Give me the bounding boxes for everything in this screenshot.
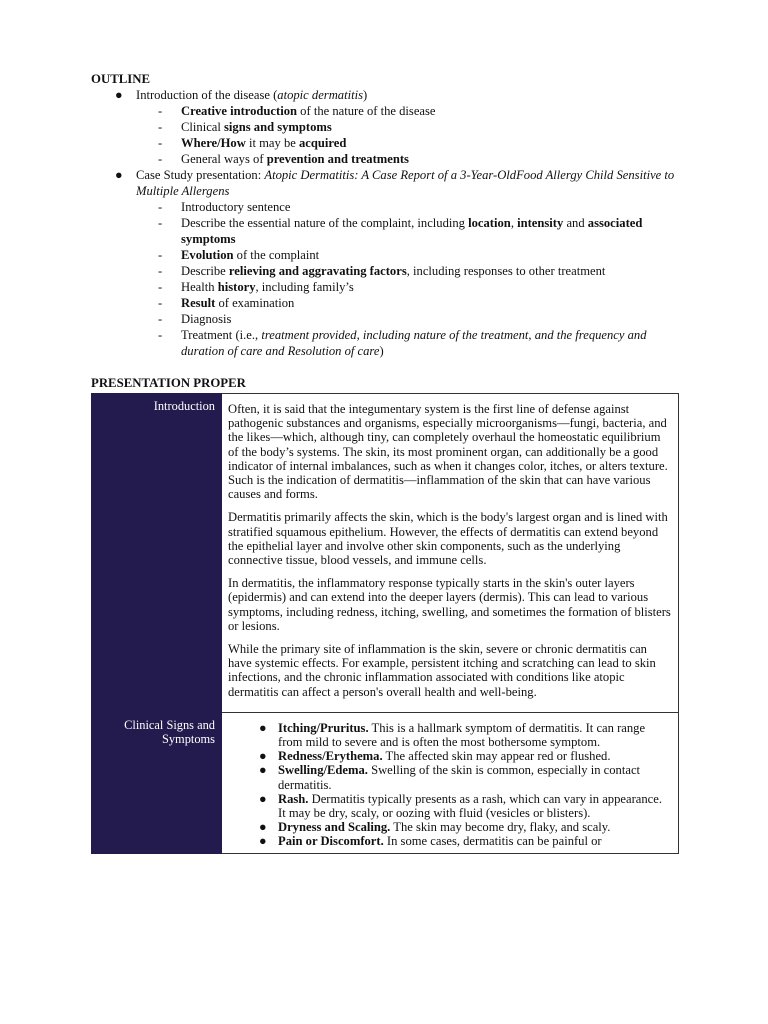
subitem-text: Where/How (181, 136, 246, 150)
introduction-body (222, 394, 679, 713)
sign-term: Itching/Pruritus. (278, 720, 369, 735)
introduction-row (92, 394, 679, 713)
sign-item (250, 763, 672, 791)
subitem-text: relieving and aggravating factors (228, 264, 407, 278)
sign-text: Dermatitis typically presents as a rash, which can vary in appearance. It may be dry, scaly, or oozing with fluid (vesicles or blisters). (278, 791, 662, 821)
dash-icon: - (158, 104, 163, 118)
sign-item (250, 749, 672, 763)
subitem-text: Describe the essential nature of the complaint, including (181, 216, 469, 230)
bullet-icon: ● (259, 791, 267, 806)
bullet-icon: ● (115, 168, 123, 182)
sign-term: Rash. (278, 791, 309, 806)
sign-item (250, 721, 672, 749)
outline-list (91, 87, 691, 359)
bullet-icon: ● (259, 720, 267, 735)
bullet-icon: ● (259, 820, 267, 835)
subitem-text: Treatment (i.e., (181, 328, 262, 342)
outline-subitem (136, 135, 691, 151)
subitem-text: Diagnosis (181, 312, 232, 326)
dash-icon: - (158, 152, 163, 166)
case-subitems (136, 199, 691, 359)
signs-label: Clinical Signs and Symptoms (92, 712, 222, 853)
outline-subitem (136, 119, 691, 135)
outline-subitem (136, 311, 691, 327)
dash-icon: - (158, 328, 163, 342)
sign-text: In some cases, dermatitis can be painful or (383, 834, 602, 849)
sign-term: Swelling/Edema. (278, 763, 368, 778)
dash-icon: - (158, 216, 163, 230)
document-page (91, 71, 691, 854)
sign-term: Dryness and Scaling. (278, 820, 391, 835)
subitem-text: associated symptoms (181, 216, 643, 246)
outline-subitem (136, 295, 691, 311)
subitem-text: prevention and treatments (266, 152, 409, 166)
intro-text-end: ) (363, 88, 368, 102)
sign-text: The skin may become dry, flaky, and scaly. (390, 820, 611, 835)
sign-item (250, 792, 672, 820)
introduction-paragraph: While the primary site of inflammation is the skin, severe or chronic dermatitis can have systemic effects. For example, persistent itching and scratching can lead to skin infections, and the chronic inflammation associated with conditions like atopic dermatitis can affect a person's overall health and well-being. (228, 642, 656, 699)
subitem-text: , including family’s (255, 280, 354, 294)
subitem-text: Introductory sentence (181, 200, 291, 214)
intro-italic: atopic dermatitis (277, 88, 363, 102)
subitem-text: Health (181, 280, 218, 294)
subitem-text: treatment provided, including nature of the treatment, and the frequency and duration of care and Resolution of care (181, 328, 647, 358)
introduction-paragraph: Often, it is said that the integumentary system is the first line of defense against pathogenic substances and organisms, especially microorganisms—fungi, bacteria, and the likes—which, although tiny, can completely overhaul the homeostatic equilibrium of the body’s systems. The skin, its most prominent organ, can additionally be a good indicator of internal imbalances, such as when it changes color, itches, or alters texture. Such is the indication of dermatitis—inflammation of the skin that can have various causes and forms. (228, 402, 668, 502)
subitem-text: history (217, 280, 256, 294)
outline-subitem (136, 103, 691, 119)
outline-item-case (91, 167, 691, 359)
sign-text: Swelling of the skin is common, especially in contact dermatitis. (278, 763, 641, 792)
outline-subitem (136, 247, 691, 263)
subitem-text: signs and symptoms (224, 120, 332, 134)
outline-subitem (136, 199, 691, 215)
dash-icon: - (158, 280, 163, 294)
dash-icon: - (158, 296, 163, 310)
sign-term: Pain or Discomfort. (278, 834, 384, 849)
outline-subitem (136, 151, 691, 167)
subitem-text: Creative introduction (181, 104, 298, 118)
sign-item (250, 820, 672, 834)
subitem-text: of examination (215, 296, 295, 310)
sign-item (250, 834, 672, 848)
subitem-text: General ways of (181, 152, 267, 166)
subitem-text: acquired (299, 136, 347, 150)
subitem-text: , (510, 216, 518, 230)
case-italic: Atopic Dermatitis: A Case Report of a 3-Year-OldFood Allergy Child Sensitive to Multiple Allergens (136, 168, 675, 198)
subitem-text: of the nature of the disease (297, 104, 436, 118)
outline-item-intro (91, 87, 691, 167)
outline-heading: OUTLINE (91, 72, 151, 86)
bullet-icon: ● (259, 834, 267, 849)
dash-icon: - (158, 200, 163, 214)
introduction-paragraph: Dermatitis primarily affects the skin, which is the body's largest organ and is lined with stratified squamous epithelium. However, the effects of dermatitis can extend beyond the epithelial layer and involve other skin components, such as the underlying connective tissue, blood vessels, and immune cells. (228, 510, 668, 568)
subitem-text: Evolution (181, 248, 234, 262)
intro-subitems (136, 103, 691, 167)
subitem-text: ) (379, 344, 384, 358)
subitem-text: it may be (245, 136, 299, 150)
subitem-text: Describe (181, 264, 229, 278)
outline-subitem (136, 215, 691, 247)
signs-row (92, 712, 679, 853)
presentation-heading: PRESENTATION PROPER (91, 376, 246, 390)
introduction-paragraph: In dermatitis, the inflammatory response typically starts in the skin's outer layers (epidermis) and can extend into the deeper layers (dermis). This can lead to various symptoms, including redness, itching, swelling, and sometimes the formation of blisters or lesions. (228, 576, 671, 633)
dash-icon: - (158, 120, 163, 134)
presentation-table (91, 393, 679, 854)
subitem-text: Clinical (181, 120, 225, 134)
dash-icon: - (158, 264, 163, 278)
bullet-icon: ● (115, 88, 123, 102)
outline-subitem (136, 327, 691, 359)
sign-term: Redness/Erythema. (278, 749, 383, 764)
subitem-text: location (468, 216, 511, 230)
signs-list (228, 721, 672, 849)
subitem-text: , including responses to other treatment (406, 264, 606, 278)
signs-body (222, 712, 679, 853)
introduction-label: Introduction (92, 394, 222, 713)
intro-text: Introduction of the disease ( (136, 88, 278, 102)
dash-icon: - (158, 312, 163, 326)
sign-text: This is a hallmark symptom of dermatitis. It can range from mild to severe and is often the most bothersome symptom. (278, 720, 646, 750)
subitem-text: Result (181, 296, 216, 310)
dash-icon: - (158, 136, 163, 150)
bullet-icon: ● (259, 749, 267, 764)
bullet-icon: ● (259, 763, 267, 778)
subitem-text: intensity (517, 216, 564, 230)
sign-text: The affected skin may appear red or flushed. (382, 749, 611, 764)
subitem-text: and (563, 216, 588, 230)
outline-subitem (136, 279, 691, 295)
dash-icon: - (158, 248, 163, 262)
outline-subitem (136, 263, 691, 279)
case-text: Case Study presentation: (136, 168, 265, 182)
subitem-text: of the complaint (233, 248, 320, 262)
